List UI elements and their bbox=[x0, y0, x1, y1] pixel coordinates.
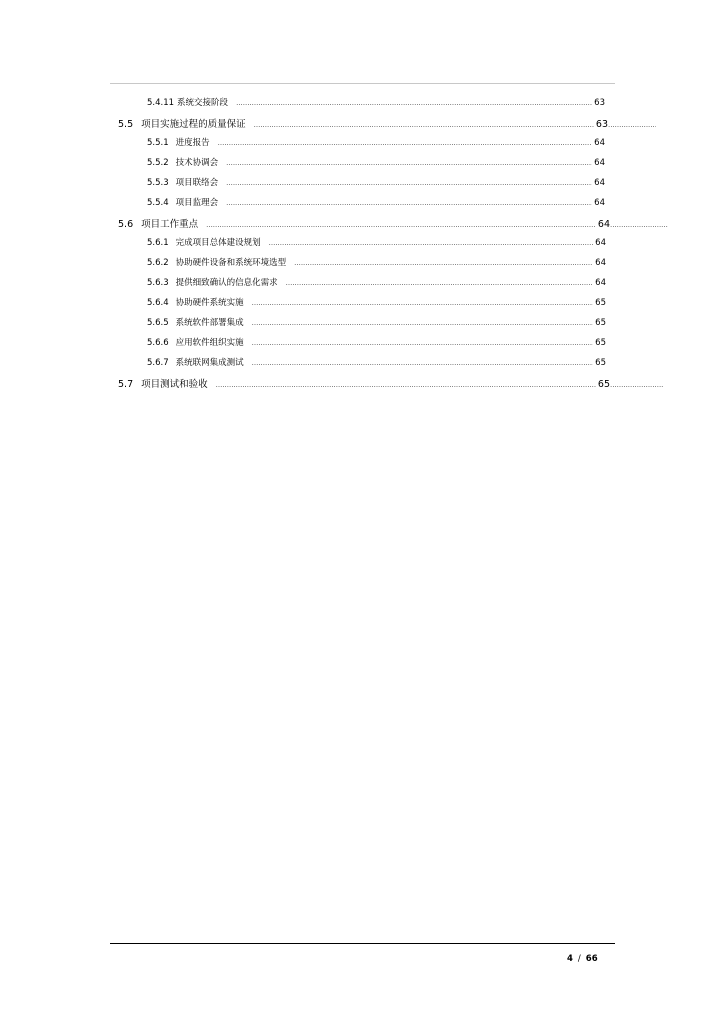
current-page-number: 4 bbox=[567, 954, 573, 964]
toc-title: 项目测试和验收 bbox=[141, 379, 208, 390]
toc-title: 项目联络会 bbox=[175, 178, 219, 188]
toc-entry[interactable] bbox=[147, 236, 606, 252]
toc-leader bbox=[269, 239, 594, 247]
toc-page: 64 bbox=[595, 278, 606, 288]
toc-trailing-leader bbox=[610, 219, 668, 230]
toc-leader bbox=[206, 221, 596, 229]
toc-entry[interactable] bbox=[147, 96, 605, 112]
toc-page: 64 bbox=[595, 258, 606, 268]
toc-page: 64 bbox=[594, 198, 605, 208]
toc-title: 应用软件组织实施 bbox=[175, 338, 244, 348]
toc-leader bbox=[226, 199, 592, 207]
toc-page: 65 bbox=[597, 379, 610, 390]
toc-number: 5.6.4 bbox=[147, 298, 169, 308]
toc-entry[interactable] bbox=[147, 156, 605, 172]
toc-page: 65 bbox=[595, 358, 606, 368]
toc-entry[interactable] bbox=[147, 296, 606, 312]
toc-page: 64 bbox=[594, 138, 605, 148]
toc-leader bbox=[252, 339, 594, 347]
footer-rule bbox=[110, 943, 615, 944]
toc-title: 系统软件部署集成 bbox=[175, 318, 244, 328]
toc-leader bbox=[252, 299, 594, 307]
toc-number: 5.6.7 bbox=[147, 358, 169, 368]
toc-number: 5.5.3 bbox=[147, 178, 169, 188]
toc-leader bbox=[226, 159, 592, 167]
page-separator: / bbox=[577, 954, 581, 964]
toc-leader bbox=[226, 179, 592, 187]
toc-entry[interactable] bbox=[147, 176, 605, 192]
toc-page: 64 bbox=[594, 178, 605, 188]
toc-leader bbox=[216, 381, 596, 389]
toc-title: 提供细致确认的信息化需求 bbox=[175, 278, 278, 288]
toc-page: 64 bbox=[595, 238, 606, 248]
toc-number: 5.6.2 bbox=[147, 258, 169, 268]
toc-number: 5.6.5 bbox=[147, 318, 169, 328]
toc-entry[interactable] bbox=[118, 216, 668, 232]
toc-trailing-leader bbox=[608, 119, 656, 130]
toc-number: 5.6.1 bbox=[147, 238, 169, 248]
toc-title: 系统联网集成测试 bbox=[175, 358, 244, 368]
toc-leader bbox=[286, 279, 594, 287]
toc-leader bbox=[252, 319, 594, 327]
toc-title: 进度报告 bbox=[175, 138, 210, 148]
toc-entry[interactable] bbox=[147, 196, 605, 212]
toc-number: 5.5.2 bbox=[147, 158, 169, 168]
toc-title: 技术协调会 bbox=[175, 158, 219, 168]
toc-leader bbox=[218, 139, 593, 147]
toc-title: 项目工作重点 bbox=[141, 219, 199, 230]
toc-page: 65 bbox=[595, 318, 606, 328]
page-number bbox=[567, 954, 598, 964]
header-rule bbox=[110, 83, 615, 84]
toc-leader bbox=[236, 99, 592, 107]
toc-page: 63 bbox=[594, 98, 605, 108]
toc-title: 项目监理会 bbox=[175, 198, 219, 208]
toc-page: 65 bbox=[595, 298, 606, 308]
toc-leader bbox=[294, 259, 593, 267]
toc-entry[interactable] bbox=[147, 336, 606, 352]
toc-entry[interactable] bbox=[147, 276, 606, 292]
toc-entry[interactable] bbox=[147, 256, 606, 272]
toc-leader bbox=[252, 359, 594, 367]
toc-title: 项目实施过程的质量保证 bbox=[141, 119, 246, 130]
toc-title: 完成项目总体建设规划 bbox=[175, 238, 261, 248]
toc-title: 系统交接阶段 bbox=[177, 98, 229, 108]
toc-number: 5.4.11 bbox=[147, 98, 175, 108]
toc-number: 5.6.3 bbox=[147, 278, 169, 288]
toc-number: 5.5.4 bbox=[147, 198, 169, 208]
total-page-count: 66 bbox=[585, 954, 598, 964]
toc-title: 协助硬件系统实施 bbox=[175, 298, 244, 308]
toc-trailing-leader bbox=[610, 379, 664, 390]
toc-leader bbox=[254, 121, 594, 129]
toc-page: 64 bbox=[594, 158, 605, 168]
toc-page: 64 bbox=[597, 219, 610, 230]
toc-entry[interactable] bbox=[147, 316, 606, 332]
toc-entry[interactable] bbox=[118, 376, 664, 392]
toc-number: 5.7 bbox=[118, 379, 134, 390]
toc-number: 5.6.6 bbox=[147, 338, 169, 348]
toc-entry[interactable] bbox=[147, 356, 606, 372]
toc-number: 5.5 bbox=[118, 119, 134, 130]
toc-number: 5.6 bbox=[118, 219, 134, 230]
toc-page: 65 bbox=[595, 338, 606, 348]
toc-entry[interactable] bbox=[147, 136, 605, 152]
toc-title: 协助硬件设备和系统环境选型 bbox=[175, 258, 287, 268]
toc-page: 63 bbox=[595, 119, 608, 130]
toc-entry[interactable] bbox=[118, 116, 656, 132]
toc-number: 5.5.1 bbox=[147, 138, 169, 148]
